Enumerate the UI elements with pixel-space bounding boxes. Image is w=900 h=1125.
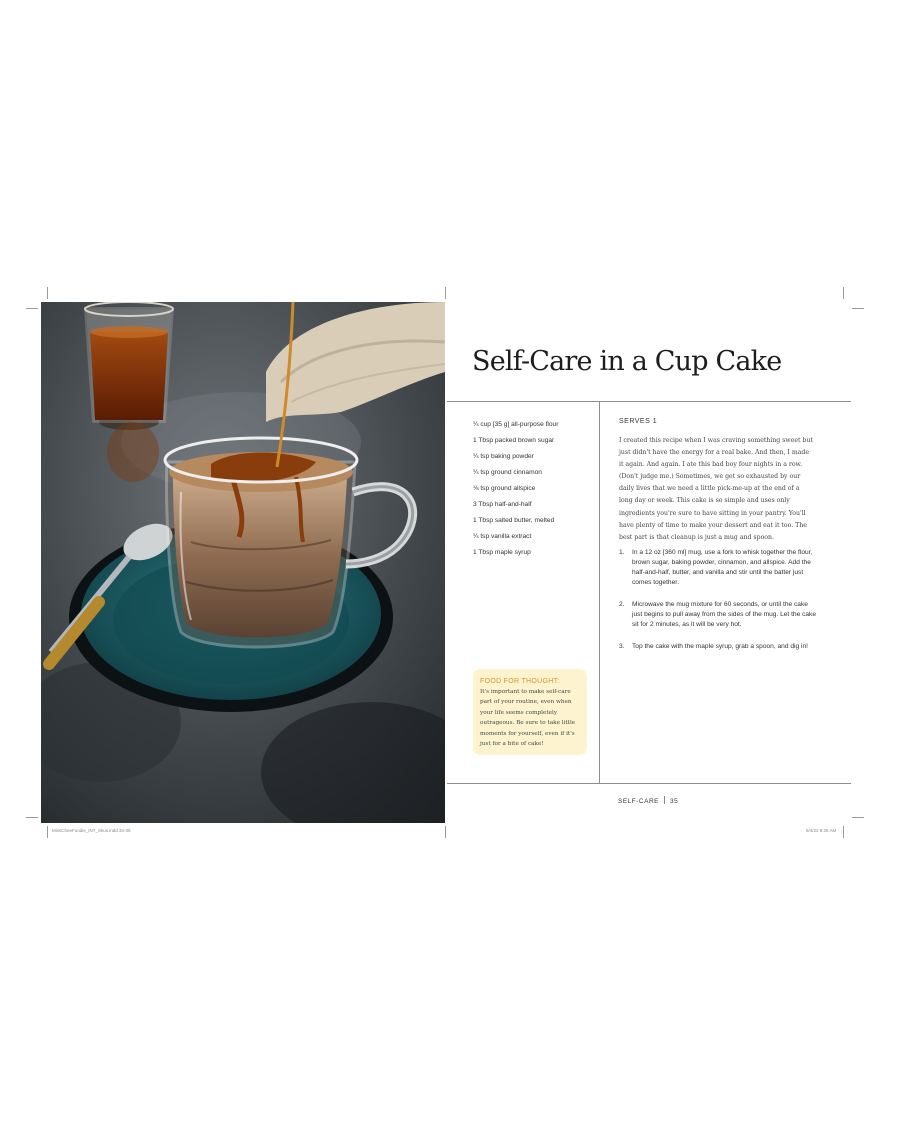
section-name: SELF-CARE <box>618 798 659 805</box>
step-number: 3. <box>619 643 625 650</box>
bottom-rule <box>447 783 851 784</box>
method-step <box>619 642 819 652</box>
ingredient-item: 1 Tbsp salted butter, melted <box>473 517 555 524</box>
page-footer <box>618 796 678 805</box>
crop-mark <box>445 287 446 299</box>
ingredient-item: 1 Tbsp packed brown sugar <box>473 437 555 444</box>
crop-mark <box>47 287 48 299</box>
crop-mark <box>47 826 48 838</box>
ingredient-list <box>473 417 595 561</box>
serves-label: SERVES 1 <box>619 418 658 425</box>
title-rule <box>447 401 851 402</box>
step-number: 1. <box>619 549 625 556</box>
ingredient-item: 3 Tbsp half-and-half <box>473 501 532 508</box>
method-steps <box>619 548 819 664</box>
crop-mark <box>445 826 446 838</box>
step-text: Microwave the mug mixture for 60 seconds, or until the cake just begins to pull away from the sides of the mug. Let the cake sit for 2 minutes, as it will be very hot. <box>632 601 816 628</box>
tip-title: FOOD FOR THOUGHT: <box>480 678 560 685</box>
footer-separator <box>664 796 665 804</box>
ingredient-item: ¼ cup [35 g] all-purpose flour <box>473 421 559 428</box>
crop-mark <box>26 308 38 309</box>
method-step <box>619 548 819 588</box>
page-number: 35 <box>669 798 679 805</box>
slug-timestamp: 5/4/22 9:36 AM <box>806 828 837 833</box>
step-text: In a 12 oz [360 ml] mug, use a fork to whisk together the flour, brown sugar, baking powder, cinnamon, and allspice. Add the half-and-half, butter, and vanilla and stir until the batter just comes together. <box>632 549 813 586</box>
ingredient-item: ¼ tsp ground cinnamon <box>473 469 542 476</box>
recipe-title: Self-Care in a Cup Cake <box>472 346 782 377</box>
step-text: Top the cake with the maple syrup, grab a spoon, and dig in! <box>632 643 808 650</box>
crop-mark <box>843 826 844 838</box>
food-for-thought-box <box>473 669 587 755</box>
ingredient-item: 1 Tbsp maple syrup <box>473 549 531 556</box>
crop-mark <box>26 817 38 818</box>
slug-file-info: MissCheeFoodie_INT_Skus.indd 34-35 <box>52 828 131 833</box>
crop-mark <box>843 287 844 299</box>
crop-mark <box>852 308 864 309</box>
recipe-photo <box>41 302 445 823</box>
step-number: 2. <box>619 601 625 608</box>
method-step <box>619 600 819 630</box>
recipe-intro: I created this recipe when I was craving something sweet but just didn't have the energy for a real bake. And then, I made it again. And again. I ate this bad boy four nights in a row. (Don't judge me.) Sometimes, we get so exhausted by our daily lives that we need a little pick-me-up at the end of a long day or week. This cake is so simple and uses only ingredients you're sure to have sitting in your pantry. You'll have plenty of time to make your dessert and eat it too. The best part is that cleanup is just a mug and spoon. <box>619 437 813 541</box>
crop-mark <box>852 817 864 818</box>
column-divider <box>599 401 600 783</box>
ingredient-item: ¼ tsp vanilla extract <box>473 533 532 540</box>
ingredient-item: ¼ tsp baking powder <box>473 453 534 460</box>
tip-body: It's important to make self-care part of your routine, even when your life seems completely outrageous. Be sure to take little moments for yourself, even if it's just for a bite of cake! <box>480 689 576 748</box>
ingredient-item: ⅛ tsp ground allspice <box>473 485 536 492</box>
